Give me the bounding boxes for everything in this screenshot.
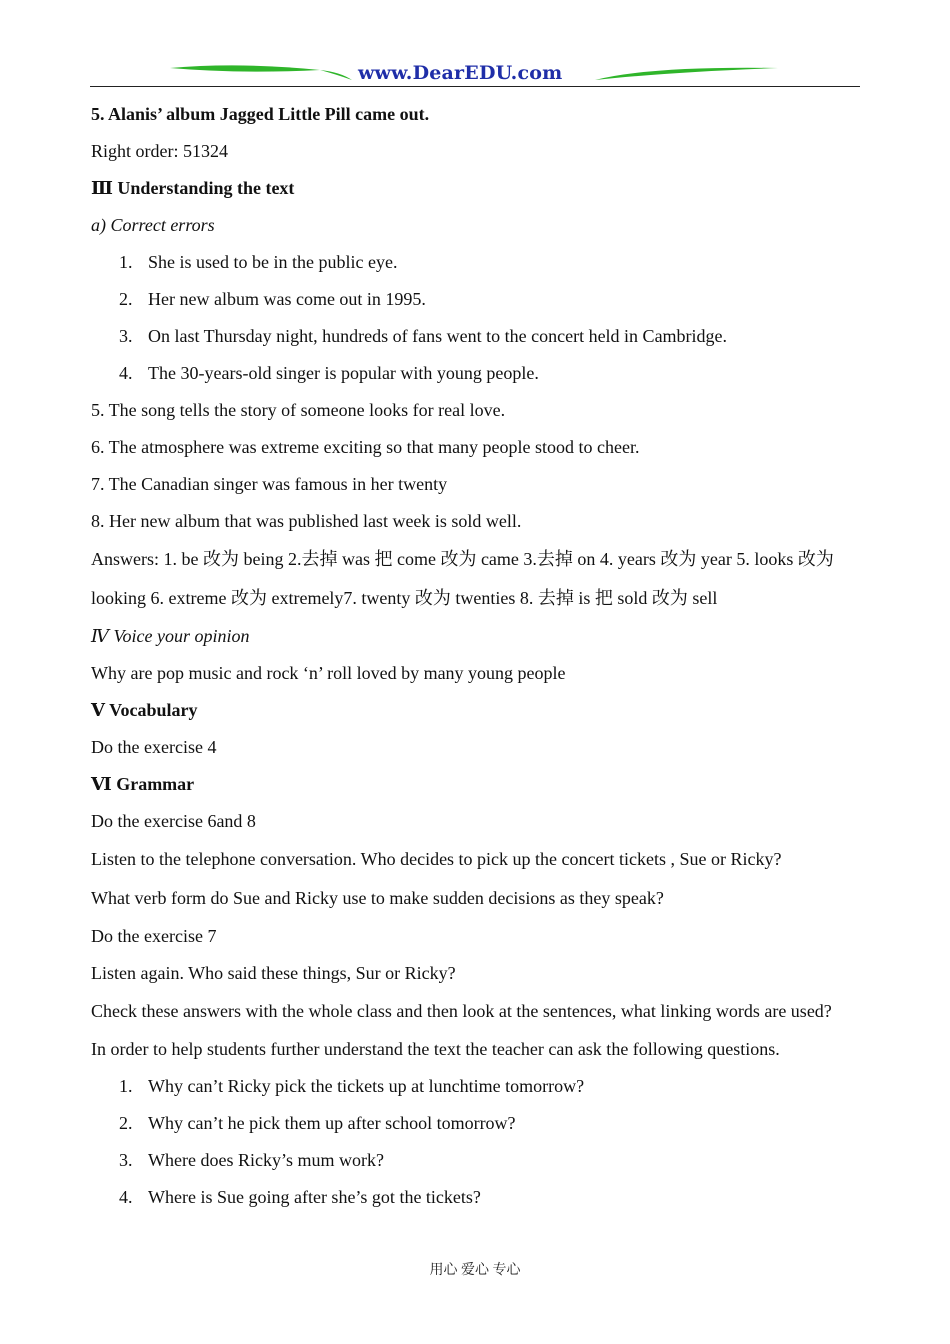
- exercise-4: Do the exercise 4: [91, 737, 217, 757]
- questions-list: [91, 1068, 861, 1216]
- listen-question: Listen to the telephone conversation. Who decides to pick up the concert tickets , Sue or Ricky?: [91, 849, 782, 869]
- page-header: [90, 58, 860, 90]
- errors-list: [91, 244, 861, 392]
- verb-form-question: What verb form do Sue and Ricky use to make sudden decisions as they speak?: [91, 888, 664, 908]
- listen-again: Listen again. Who said these things, Sur or Ricky?: [91, 963, 456, 983]
- page-footer: 用心 爱心 专心: [429, 1263, 521, 1278]
- answers-paragraph: Answers: 1. be 改为 being 2.去掉 was 把 come 改为 came 3.去掉 on 4. years 改为 year 5. looks 改为 looking 6. extreme 改为 extremely7. twenty 改为 twenties 8. 去掉 is 把 sold 改为 sell: [91, 549, 834, 608]
- section-5-heading: Ⅴ Vocabulary: [91, 700, 198, 720]
- check-answers-paragraph: Check these answers with the whole class and then look at the sentences, what linking words are used?: [91, 1001, 832, 1021]
- error-5: 5. The song tells the story of someone looks for real love.: [91, 400, 506, 420]
- error-8: 8. Her new album that was published last week is sold well.: [91, 511, 522, 531]
- document-body: [91, 96, 861, 1216]
- error-6: 6. The atmosphere was extreme exciting so that many people stood to cheer.: [91, 437, 640, 457]
- site-logo-text: www.DearEDU.com: [358, 62, 563, 84]
- list-item: 3. On last Thursday night, hundreds of fans went to the concert held in Cambridge.: [119, 326, 728, 346]
- opinion-question: Why are pop music and rock ‘n’ roll loved by many young people: [91, 663, 566, 683]
- list-item: 3. Where does Ricky’s mum work?: [119, 1150, 384, 1170]
- list-item: 4. Where is Sue going after she’s got the tickets?: [119, 1187, 481, 1207]
- header-divider: [90, 86, 860, 87]
- exercise-6-and-8: Do the exercise 6and 8: [91, 811, 256, 831]
- correct-errors-label: a) Correct errors: [91, 215, 215, 235]
- section-4-heading: Ⅳ Voice your opinion: [91, 626, 250, 646]
- list-item: 2. Her new album was come out in 1995.: [119, 289, 426, 309]
- list-item: 1. Why can’t Ricky pick the tickets up at lunchtime tomorrow?: [119, 1076, 585, 1096]
- section-6-heading: Ⅵ Grammar: [91, 774, 195, 794]
- error-7: 7. The Canadian singer was famous in her twenty: [91, 474, 448, 494]
- list-item: 1. She is used to be in the public eye.: [119, 252, 398, 272]
- in-order-to-paragraph: In order to help students further understand the text the teacher can ask the following questions.: [91, 1039, 780, 1059]
- right-order: Right order: 51324: [91, 141, 228, 161]
- item-5-heading: 5. Alanis’ album Jagged Little Pill came out.: [91, 104, 430, 124]
- exercise-7: Do the exercise 7: [91, 926, 217, 946]
- list-item: 4. The 30-years-old singer is popular with young people.: [119, 363, 539, 383]
- list-item: 2. Why can’t he pick them up after school tomorrow?: [119, 1113, 516, 1133]
- section-3-heading: Ⅲ Understanding the text: [91, 178, 295, 198]
